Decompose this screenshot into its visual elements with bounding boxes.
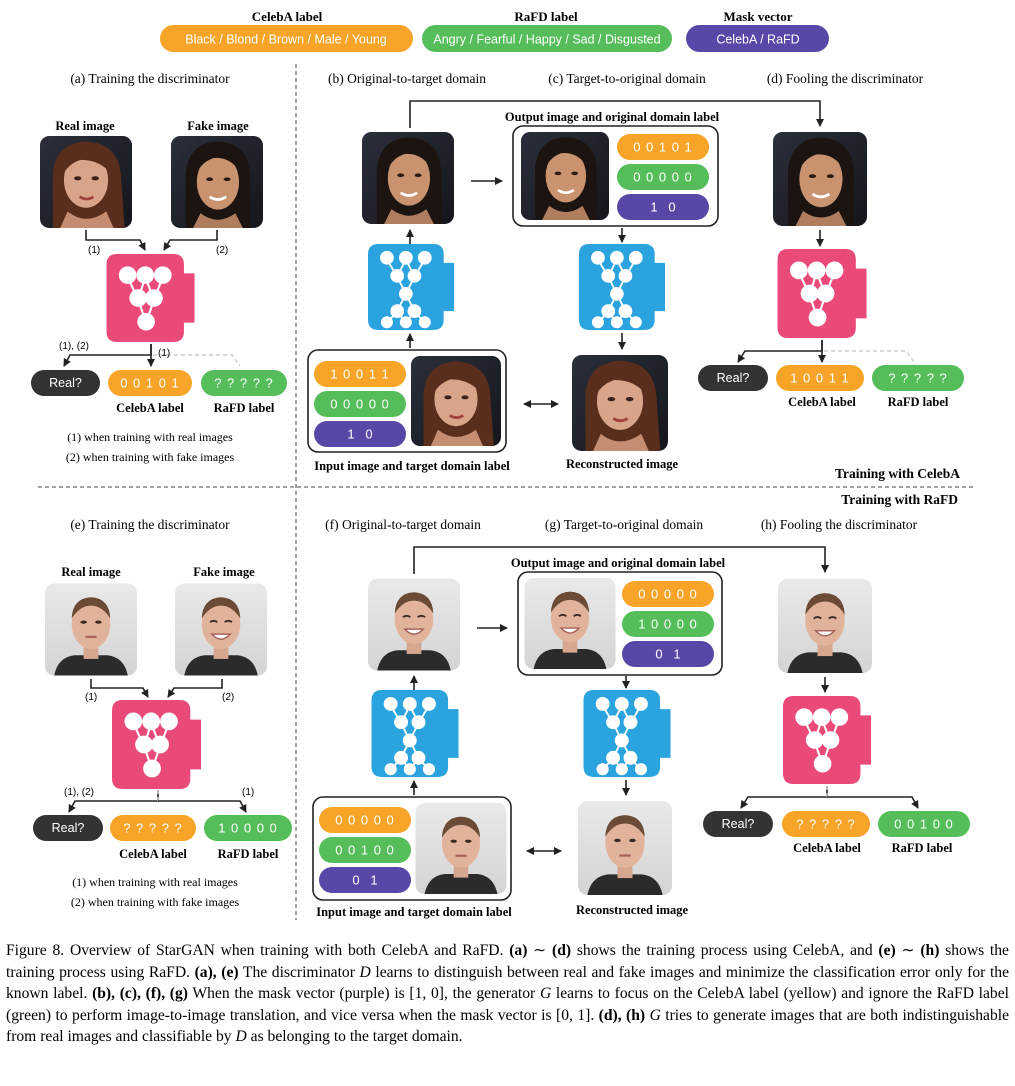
legend-celeba-text: Black / Blond / Brown / Male / Young [185, 32, 387, 47]
fool-celeba-label-h: ? ? ? ? ? [796, 816, 856, 832]
real-question-e: Real? [51, 821, 85, 835]
marker-2-e: (2) [222, 692, 235, 703]
panel-f-title: (f) Original-to-target domain [325, 517, 481, 532]
out-celeba-label: 0 0 1 0 1 [633, 139, 693, 155]
fool-rafd-caption-h: RaFD label [891, 841, 953, 855]
disc-celeba-label-e: ? ? ? ? ? [123, 820, 183, 836]
fool-rafd-caption: RaFD label [887, 395, 949, 409]
rafd-label-caption: RaFD label [213, 401, 275, 415]
real-image-rafd [45, 584, 137, 676]
marker-1b-e: (1) [242, 787, 255, 798]
real-question: Real? [49, 376, 82, 390]
caption-s5r2: tries to generate images that are both indistinguishable from real images and classifiable by [6, 1006, 1009, 1046]
in-mask-label: 1 0 [347, 426, 373, 442]
caption-fig: Figure 8. Overview of StarGAN when training with both CelebA and RaFD. [6, 942, 504, 959]
section-celeba: Training with CelebA [834, 466, 960, 481]
generator-network-c [579, 244, 665, 330]
rafd-label-caption-e: RaFD label [217, 847, 279, 861]
fooling-image-h [778, 579, 872, 673]
real-image-label: Real image [55, 119, 115, 133]
panel-g-title: (g) Target-to-original domain [544, 517, 704, 532]
d-letter-e: D [208, 738, 218, 753]
marker-1: (1) [88, 245, 101, 256]
generated-image [362, 132, 454, 224]
input-image-f [416, 803, 507, 894]
caption-s5i2: D [235, 1028, 247, 1046]
marker-1-2-e: (1), (2) [64, 787, 94, 798]
output-label-f: Output image and original domain label [510, 556, 726, 570]
discriminator-network-e [112, 700, 201, 789]
legend-rafd-text: Angry / Fearful / Happy / Sad / Disgusted [433, 32, 661, 47]
g-letter-g: G [674, 727, 685, 742]
celeba-label-caption-e: CelebA label [119, 847, 187, 861]
in-rafd-label-f: 0 0 1 0 0 [335, 842, 395, 858]
legend-mask-text: CelebA / RaFD [716, 32, 800, 47]
disc-rafd-label-e: 1 0 0 0 0 [218, 820, 278, 836]
d-letter-d: D [871, 287, 881, 302]
out-rafd-label-f: 1 0 0 0 0 [638, 616, 698, 632]
fake-image-label: Fake image [187, 119, 249, 133]
panel-b-title: (b) Original-to-target domain [328, 71, 486, 86]
reconstructed-image-g [578, 801, 672, 895]
caption-s2b2: (h) [920, 942, 940, 959]
discriminator-network-d [778, 249, 867, 338]
discriminator-network-h [783, 696, 871, 784]
g-letter-f: G [462, 727, 473, 742]
reconstructed-label-g: Reconstructed image [575, 903, 689, 917]
fool-rafd-label-h: 0 0 1 0 0 [894, 816, 954, 832]
out-celeba-label-f: 0 0 0 0 0 [638, 586, 698, 602]
reconstructed-image [572, 355, 668, 451]
note-1: (1) when training with real images [67, 430, 233, 444]
marker-1-e: (1) [85, 692, 98, 703]
disc-rafd-label: ? ? ? ? ? [214, 375, 274, 391]
fake-image-rafd [175, 584, 267, 676]
caption-s4b: (b), (c), (f), (g) [92, 985, 188, 1003]
legend-mask-title: Mask vector [723, 9, 793, 24]
d-letter: D [202, 291, 212, 306]
celeba-label-caption: CelebA label [116, 401, 184, 415]
caption-s4i: G [539, 985, 552, 1003]
panel-a-title: (a) Training the discriminator [70, 71, 230, 86]
caption-s5i: G [649, 1006, 661, 1024]
fake-image-male [171, 136, 263, 228]
generator-network-b [368, 244, 454, 330]
generated-image-f [368, 579, 460, 671]
output-image [521, 132, 609, 220]
fool-real-question: Real? [716, 371, 750, 385]
panel-c-title: (c) Target-to-original domain [548, 71, 706, 86]
marker-2: (2) [216, 245, 229, 256]
fooling-image [773, 132, 867, 226]
section-rafd: Training with RaFD [841, 492, 958, 507]
input-image [411, 356, 501, 446]
caption-s1b: (a) [509, 942, 528, 959]
fake-image-label-e: Fake image [193, 565, 255, 579]
out-rafd-label: 0 0 0 0 0 [633, 169, 693, 185]
in-celeba-label-f: 0 0 0 0 0 [335, 812, 395, 828]
caption-s4r: When the mask vector (purple) is [1, 0], the generator [188, 985, 540, 1003]
caption-s2b: (e) [878, 942, 896, 959]
caption-s3i: D [359, 963, 371, 981]
in-celeba-label: 1 0 0 1 1 [330, 366, 390, 382]
caption-s3r2: learns to distinguish between real and fake images and minimize the classification error only for the known label. [6, 963, 1009, 1003]
panel-e-title: (e) Training the discriminator [70, 517, 230, 532]
in-rafd-label: 0 0 0 0 0 [330, 396, 390, 412]
caption-s1t: ∼ [527, 942, 553, 959]
note-2: (2) when training with fake images [65, 450, 235, 464]
panel-d-title: (d) Fooling the discriminator [766, 71, 924, 86]
top-section [31, 71, 964, 481]
d-letter-h: D [876, 734, 886, 749]
legend [160, 9, 829, 52]
caption-s3r: The discriminator [238, 963, 360, 981]
caption-s1r: shows the training process using CelebA, and [571, 942, 879, 959]
marker-1-2: (1), (2) [59, 341, 89, 352]
fool-celeba-caption-h: CelebA label [793, 841, 861, 855]
caption-s4r2: learns to focus on the CelebA label (yellow) and ignore the RaFD label (green) to perform image-to-image translation, and vice versa when the mask vector is [0, 1]. [6, 985, 1009, 1024]
fool-celeba-caption: CelebA label [788, 395, 856, 409]
bottom-section [33, 492, 970, 919]
caption-s5r3: as belonging to the target domain. [246, 1028, 463, 1046]
note-1-e: (1) when training with real images [72, 875, 238, 889]
figure-caption [6, 940, 1009, 1048]
generator-network-f [372, 690, 459, 777]
output-image-f [525, 578, 616, 669]
caption-s3b: (a), (e) [194, 963, 239, 981]
fool-celeba-label: 1 0 0 1 1 [790, 370, 850, 386]
g-letter-c: G [669, 280, 680, 295]
generator-network-g [584, 690, 671, 777]
out-mask-label-f: 0 1 [655, 646, 681, 662]
fool-real-question-h: Real? [721, 817, 755, 831]
note-2-e: (2) when training with fake images [70, 895, 240, 909]
legend-celeba-title: CelebA label [251, 9, 323, 24]
in-mask-label-f: 0 1 [352, 872, 378, 888]
discriminator-network-a [107, 254, 195, 342]
output-label: Output image and original domain label [504, 110, 720, 124]
real-image-label-e: Real image [61, 565, 121, 579]
fool-rafd-label: ? ? ? ? ? [888, 370, 948, 386]
real-image-female [40, 136, 132, 228]
input-label-f: Input image and target domain label [316, 905, 512, 919]
legend-rafd-title: RaFD label [514, 9, 578, 24]
marker-1b: (1) [158, 348, 171, 359]
panel-h-title: (h) Fooling the discriminator [760, 517, 918, 532]
caption-s5b: (d), (h) [598, 1006, 646, 1024]
reconstructed-label: Reconstructed image [565, 457, 679, 471]
disc-celeba-label: 0 0 1 0 1 [120, 375, 180, 391]
caption-s1b2: (d) [552, 942, 572, 959]
input-label: Input image and target domain label [314, 459, 510, 473]
g-letter-b: G [458, 280, 469, 295]
out-mask-label: 1 0 [650, 199, 676, 215]
caption-s2r: shows the training process using RaFD. [6, 942, 1009, 981]
caption-s2t: ∼ [895, 942, 921, 959]
